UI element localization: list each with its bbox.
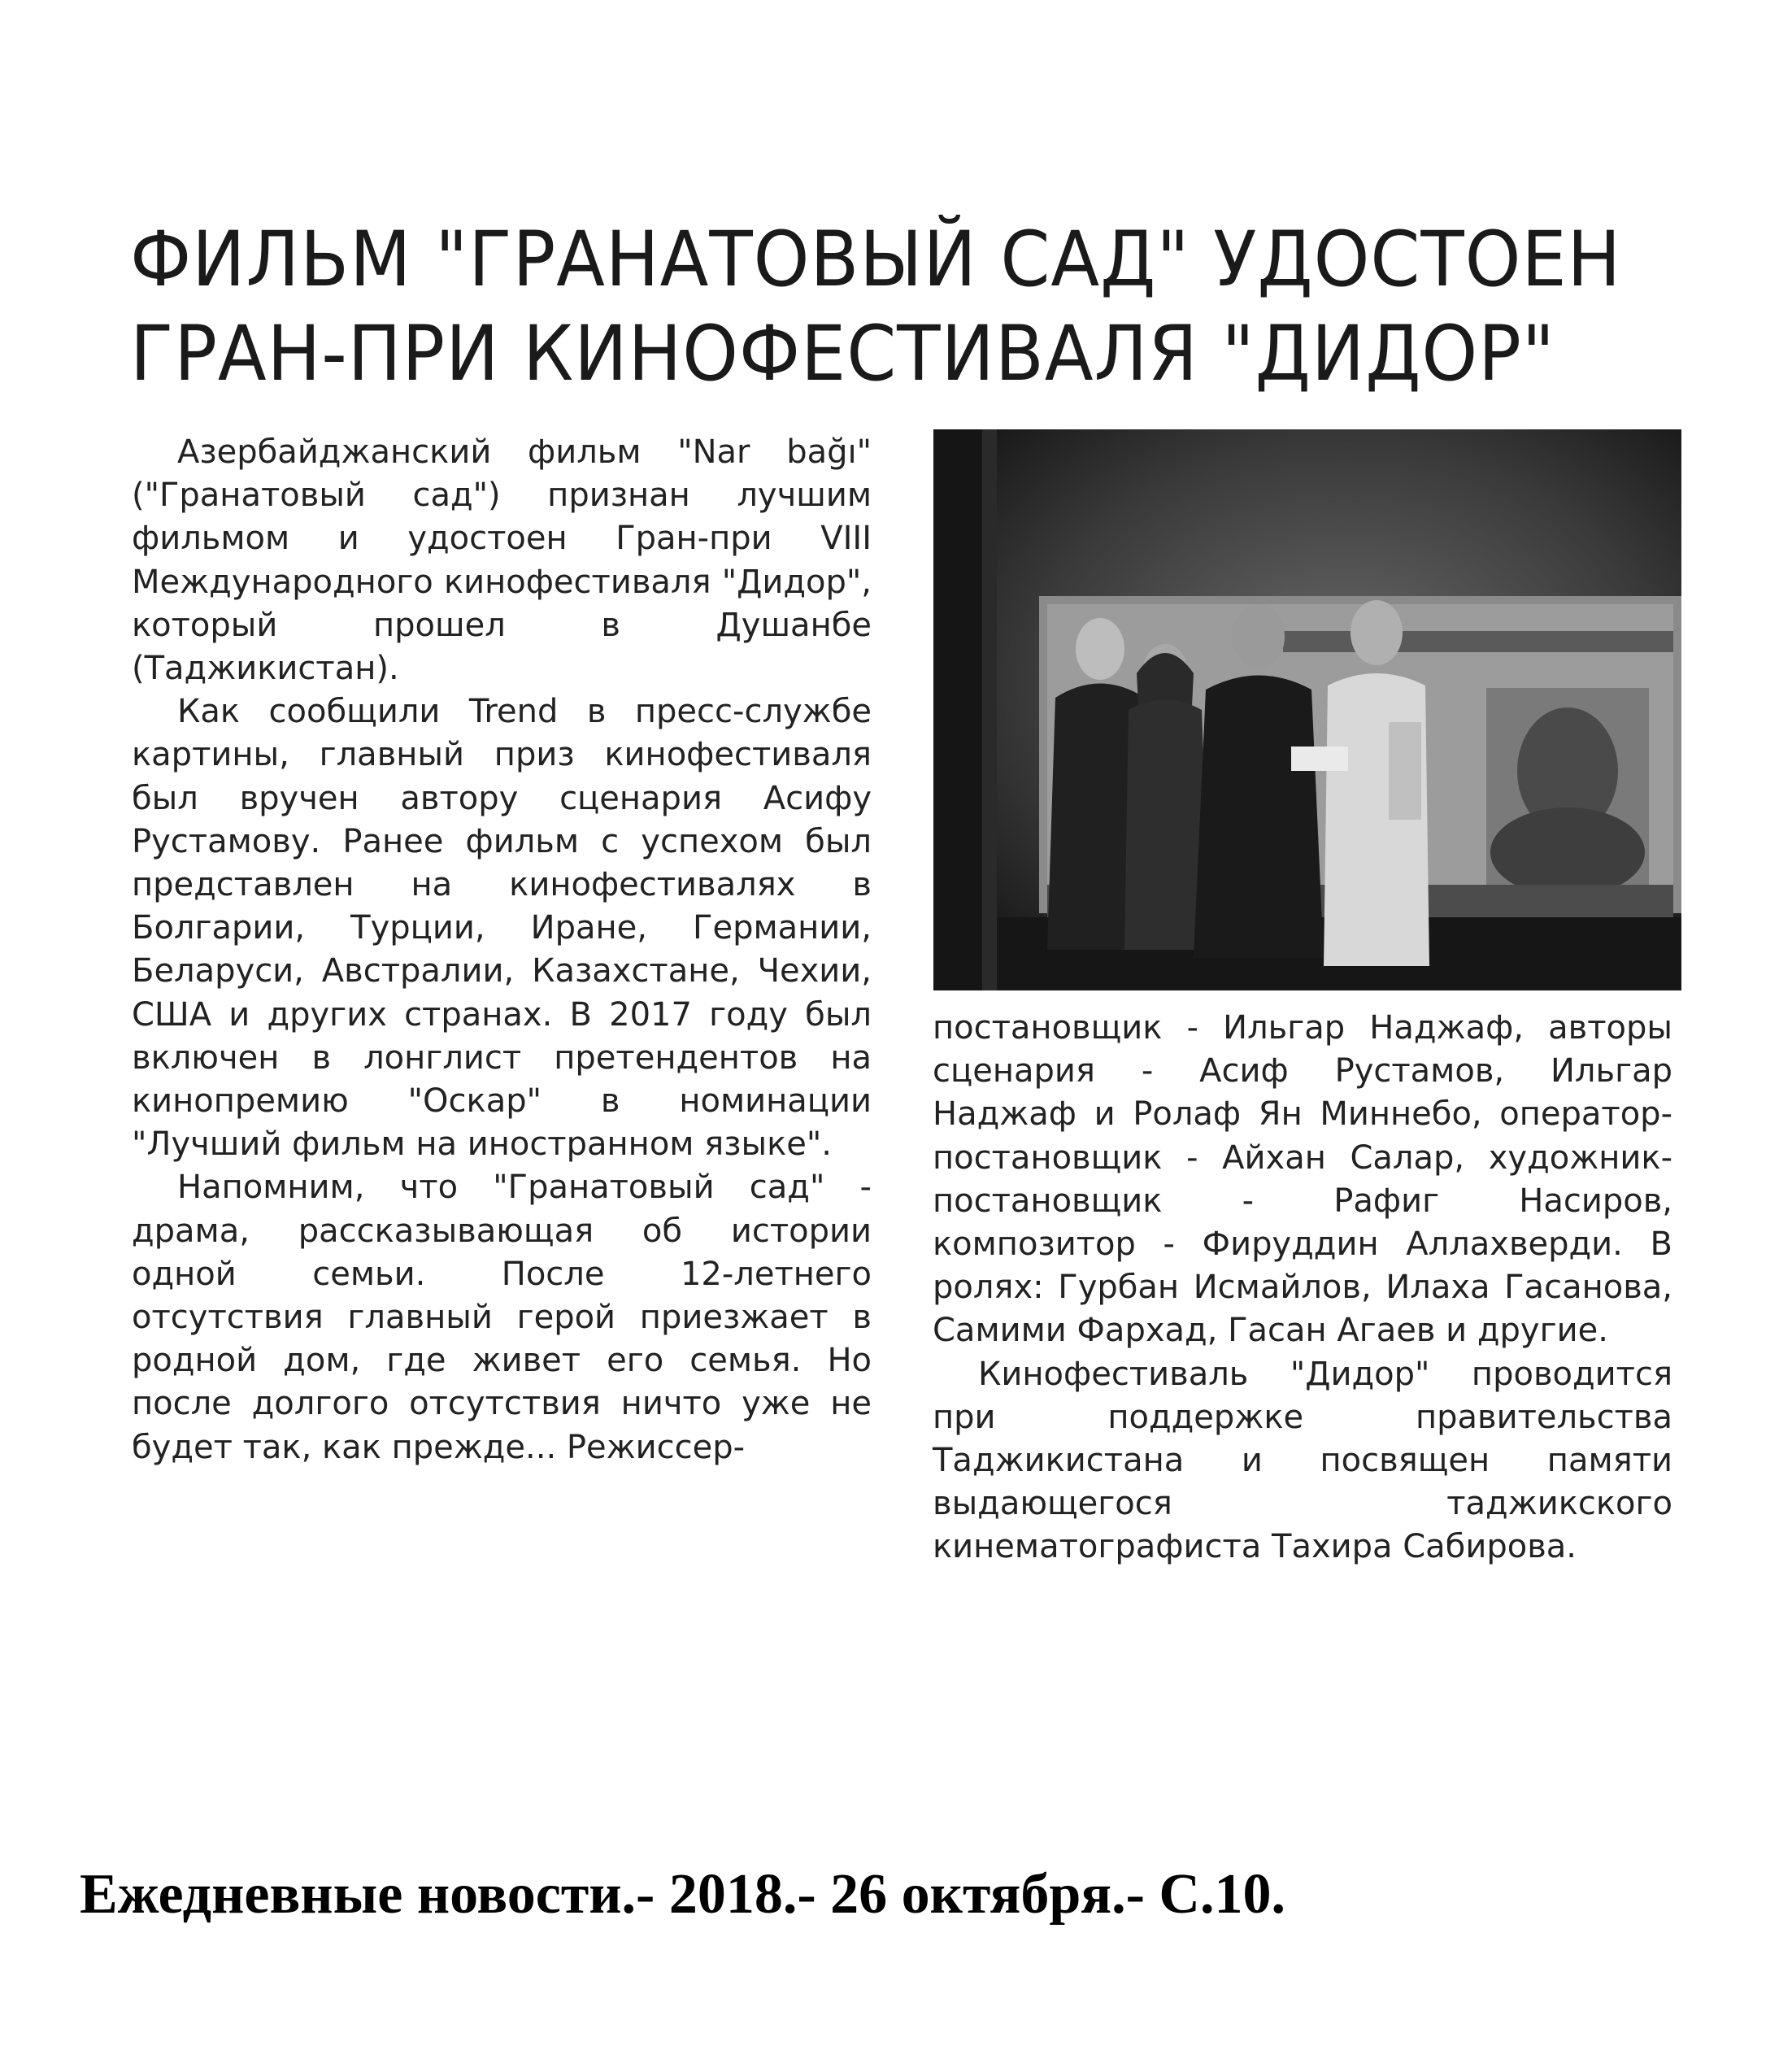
- article-paragraph: Азербайджанский фильм "Nar bağı" ("Гранатовый сад") признан лучшим фильмом и удостоен Гран-при VIII Международного кинофестиваля "Дидор", который прошел в Душанбе (Таджикистан).: [132, 433, 872, 688]
- photo-illustration: [933, 429, 1681, 990]
- article-paragraph: Кинофестиваль "Дидор" проводится при поддержке правительства Таджикистана и посвящен памяти выдающегося таджикского кинематографиста Тахира Сабирова.: [933, 1355, 1672, 1566]
- article-paragraph: Напомним, что "Гранатовый сад" - драма, рассказывающая об истории одной семьи. После 12-летнего отсутствия главный герой приезжает в родной дом, где живет его семья. Но после долгого отсутствия ничто уже не будет так, как прежде... Режиссер-: [132, 1169, 872, 1466]
- headline-line-1: ФИЛЬМ "ГРАНАТОВЫЙ САД" УДОСТОЕН: [130, 215, 1622, 304]
- article-headline: [130, 213, 1622, 402]
- article-left-column: [132, 431, 872, 1469]
- award-ceremony-photo: [933, 429, 1681, 990]
- article-paragraph: постановщик - Ильгар Наджаф, авторы сценария - Асиф Рустамов, Ильгар Наджаф и Ролаф Ян Миннебо, оператор-постановщик - Айхан Салар, художник-постановщик - Рафиг Насиров, композитор - Фируддин Аллахверди. В ролях: Гурбан Исмайлов, Илаха Гасанова, Самими Фархад, Гасан Агаев и другие.: [933, 1009, 1672, 1350]
- headline-line-2: ГРАН-ПРИ КИНОФЕСТИВАЛЯ "ДИДОР": [130, 310, 1555, 398]
- article-right-column: [933, 1007, 1672, 1569]
- article-paragraph: Как сообщили Trend в пресс-службе картины, главный приз кинофестиваля был вручен автору сценария Асифу Рустамову. Ранее фильм с успехом был представлен на кинофестивалях в Болгарии, Турции, Иране, Германии, Беларуси, Австралии, Казахстане, Чехии, США и других странах. В 2017 году был включен в лонглист претендентов на кинопремию "Оскар" в номинации "Лучший фильм на иностранном языке".: [132, 693, 872, 1164]
- source-citation: Ежедневные новости.- 2018.- 26 октября.- С.10.: [80, 1863, 1285, 1926]
